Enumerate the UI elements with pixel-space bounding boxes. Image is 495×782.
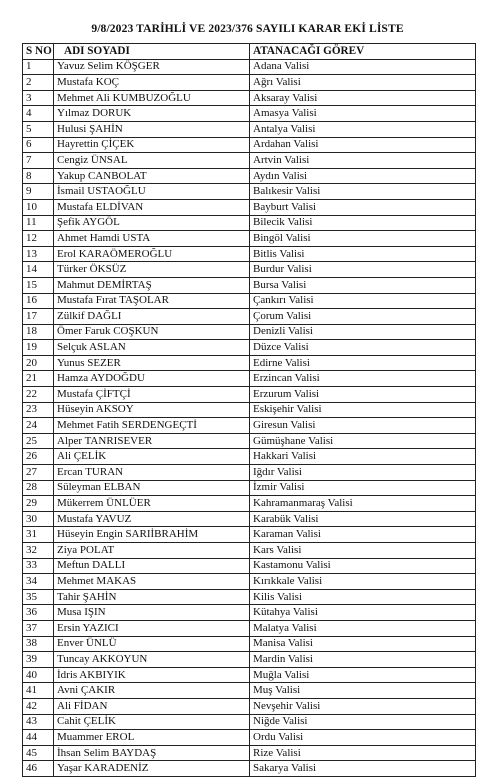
row-number: 14 <box>23 262 54 278</box>
table-row <box>23 558 476 574</box>
person-name: Hamza AYDOĞDU <box>54 371 250 387</box>
person-name: Mükerrem ÜNLÜER <box>54 496 250 512</box>
assigned-position: Kastamonu Valisi <box>250 558 476 574</box>
assigned-position: Bilecik Valisi <box>250 215 476 231</box>
person-name: Zülkif DAĞLI <box>54 309 250 325</box>
table-row <box>23 480 476 496</box>
assigned-position: Ardahan Valisi <box>250 137 476 153</box>
assigned-position: Gümüşhane Valisi <box>250 433 476 449</box>
assigned-position: Edirne Valisi <box>250 355 476 371</box>
person-name: Mustafa Fırat TAŞOLAR <box>54 293 250 309</box>
column-header-sno: S NO <box>23 44 54 60</box>
person-name: Ahmet Hamdi USTA <box>54 231 250 247</box>
row-number: 28 <box>23 480 54 496</box>
assigned-position: Hakkari Valisi <box>250 449 476 465</box>
person-name: Ercan TURAN <box>54 465 250 481</box>
person-name: Meftun DALLI <box>54 558 250 574</box>
person-name: Hayrettin ÇİÇEK <box>54 137 250 153</box>
assigned-position: Erzurum Valisi <box>250 387 476 403</box>
person-name: Ali ÇELİK <box>54 449 250 465</box>
row-number: 19 <box>23 340 54 356</box>
assigned-position: Bingöl Valisi <box>250 231 476 247</box>
table-row <box>23 698 476 714</box>
person-name: Mustafa YAVUZ <box>54 511 250 527</box>
person-name: Mustafa ÇİFTÇİ <box>54 387 250 403</box>
assigned-position: Adana Valisi <box>250 59 476 75</box>
row-number: 3 <box>23 90 54 106</box>
person-name: Mehmet Ali KUMBUZOĞLU <box>54 90 250 106</box>
row-number: 34 <box>23 574 54 590</box>
assigned-position: Mardin Valisi <box>250 652 476 668</box>
table-header-row <box>23 44 476 60</box>
person-name: Avni ÇAKIR <box>54 683 250 699</box>
person-name: Hulusi ŞAHİN <box>54 121 250 137</box>
assigned-position: Düzce Valisi <box>250 340 476 356</box>
person-name: Hüseyin AKSOY <box>54 402 250 418</box>
assigned-position: Çorum Valisi <box>250 309 476 325</box>
assigned-position: Sakarya Valisi <box>250 761 476 777</box>
row-number: 27 <box>23 465 54 481</box>
assigned-position: Amasya Valisi <box>250 106 476 122</box>
person-name: Erol KARAÖMEROĞLU <box>54 246 250 262</box>
row-number: 40 <box>23 667 54 683</box>
row-number: 8 <box>23 168 54 184</box>
assigned-position: Nevşehir Valisi <box>250 698 476 714</box>
row-number: 31 <box>23 527 54 543</box>
row-number: 44 <box>23 730 54 746</box>
assigned-position: Niğde Valisi <box>250 714 476 730</box>
person-name: Yunus SEZER <box>54 355 250 371</box>
table-row <box>23 402 476 418</box>
row-number: 46 <box>23 761 54 777</box>
person-name: Mustafa ELDİVAN <box>54 199 250 215</box>
person-name: Ali FİDAN <box>54 698 250 714</box>
row-number: 2 <box>23 75 54 91</box>
person-name: Ziya POLAT <box>54 543 250 559</box>
row-number: 6 <box>23 137 54 153</box>
assigned-position: Ağrı Valisi <box>250 75 476 91</box>
table-row <box>23 730 476 746</box>
table-row <box>23 574 476 590</box>
person-name: Cengiz ÜNSAL <box>54 153 250 169</box>
row-number: 35 <box>23 589 54 605</box>
person-name: Hüseyin Engin SARIİBRAHİM <box>54 527 250 543</box>
person-name: Tuncay AKKOYUN <box>54 652 250 668</box>
document-title: 9/8/2023 TARİHLİ VE 2023/376 SAYILI KARAR EKİ LİSTE <box>91 22 404 35</box>
assigned-position: Bursa Valisi <box>250 277 476 293</box>
person-name: Mehmet MAKAS <box>54 574 250 590</box>
row-number: 12 <box>23 231 54 247</box>
column-header-name: ADI SOYADI <box>54 44 250 60</box>
table-row <box>23 231 476 247</box>
assigned-position: Erzincan Valisi <box>250 371 476 387</box>
row-number: 43 <box>23 714 54 730</box>
table-row <box>23 683 476 699</box>
assigned-position: Bayburt Valisi <box>250 199 476 215</box>
table-row <box>23 309 476 325</box>
table-row <box>23 605 476 621</box>
row-number: 1 <box>23 59 54 75</box>
row-number: 16 <box>23 293 54 309</box>
person-name: Şefik AYGÖL <box>54 215 250 231</box>
assigned-position: Aydın Valisi <box>250 168 476 184</box>
row-number: 21 <box>23 371 54 387</box>
assigned-position: Karaman Valisi <box>250 527 476 543</box>
row-number: 5 <box>23 121 54 137</box>
assigned-position: Artvin Valisi <box>250 153 476 169</box>
assigned-position: Antalya Valisi <box>250 121 476 137</box>
person-name: Ersin YAZICI <box>54 620 250 636</box>
row-number: 15 <box>23 277 54 293</box>
person-name: Yavuz Selim KÖŞGER <box>54 59 250 75</box>
assigned-position: Balıkesir Valisi <box>250 184 476 200</box>
person-name: Süleyman ELBAN <box>54 480 250 496</box>
person-name: Enver ÜNLÜ <box>54 636 250 652</box>
row-number: 29 <box>23 496 54 512</box>
table-row <box>23 418 476 434</box>
row-number: 4 <box>23 106 54 122</box>
assigned-position: Denizli Valisi <box>250 324 476 340</box>
table-body <box>23 59 476 776</box>
table-row <box>23 527 476 543</box>
table-row <box>23 293 476 309</box>
person-name: Alper TANRISEVER <box>54 433 250 449</box>
assigned-position: Malatya Valisi <box>250 620 476 636</box>
table-row <box>23 387 476 403</box>
row-number: 37 <box>23 620 54 636</box>
row-number: 26 <box>23 449 54 465</box>
column-header-position: ATANACAĞI GÖREV <box>250 44 476 60</box>
row-number: 41 <box>23 683 54 699</box>
person-name: Cahit ÇELİK <box>54 714 250 730</box>
row-number: 10 <box>23 199 54 215</box>
table-row <box>23 340 476 356</box>
assigned-position: Kırıkkale Valisi <box>250 574 476 590</box>
person-name: Mustafa KOÇ <box>54 75 250 91</box>
person-name: Türker ÖKSÜZ <box>54 262 250 278</box>
row-number: 33 <box>23 558 54 574</box>
row-number: 18 <box>23 324 54 340</box>
assigned-position: Kütahya Valisi <box>250 605 476 621</box>
person-name: Yaşar KARADENİZ <box>54 761 250 777</box>
assigned-position: Bitlis Valisi <box>250 246 476 262</box>
row-number: 38 <box>23 636 54 652</box>
table-row <box>23 137 476 153</box>
assigned-position: Burdur Valisi <box>250 262 476 278</box>
person-name: Ömer Faruk COŞKUN <box>54 324 250 340</box>
table-row <box>23 449 476 465</box>
row-number: 39 <box>23 652 54 668</box>
table-row <box>23 262 476 278</box>
table-row <box>23 636 476 652</box>
assigned-position: Karabük Valisi <box>250 511 476 527</box>
assigned-position: Muş Valisi <box>250 683 476 699</box>
row-number: 36 <box>23 605 54 621</box>
person-name: Yakup CANBOLAT <box>54 168 250 184</box>
row-number: 45 <box>23 745 54 761</box>
row-number: 9 <box>23 184 54 200</box>
table-row <box>23 215 476 231</box>
table-row <box>23 589 476 605</box>
assigned-position: Rize Valisi <box>250 745 476 761</box>
person-name: Mahmut DEMİRTAŞ <box>54 277 250 293</box>
person-name: Muammer EROL <box>54 730 250 746</box>
row-number: 17 <box>23 309 54 325</box>
person-name: Selçuk ASLAN <box>54 340 250 356</box>
table-row <box>23 106 476 122</box>
row-number: 32 <box>23 543 54 559</box>
row-number: 20 <box>23 355 54 371</box>
row-number: 22 <box>23 387 54 403</box>
row-number: 25 <box>23 433 54 449</box>
assigned-position: Aksaray Valisi <box>250 90 476 106</box>
table-row <box>23 371 476 387</box>
table-row <box>23 324 476 340</box>
row-number: 7 <box>23 153 54 169</box>
assigned-position: Çankırı Valisi <box>250 293 476 309</box>
table-row <box>23 667 476 683</box>
table-row <box>23 277 476 293</box>
table-row <box>23 184 476 200</box>
table-row <box>23 745 476 761</box>
table-row <box>23 511 476 527</box>
person-name: İsmail USTAOĞLU <box>54 184 250 200</box>
person-name: Musa IŞIN <box>54 605 250 621</box>
assigned-position: Kilis Valisi <box>250 589 476 605</box>
table-row <box>23 652 476 668</box>
row-number: 30 <box>23 511 54 527</box>
assigned-position: Ordu Valisi <box>250 730 476 746</box>
row-number: 13 <box>23 246 54 262</box>
person-name: İhsan Selim BAYDAŞ <box>54 745 250 761</box>
assigned-position: Muğla Valisi <box>250 667 476 683</box>
person-name: İdris AKBIYIK <box>54 667 250 683</box>
row-number: 24 <box>23 418 54 434</box>
appointment-table <box>22 43 476 777</box>
assigned-position: Eskişehir Valisi <box>250 402 476 418</box>
table-row <box>23 620 476 636</box>
assigned-position: İzmir Valisi <box>250 480 476 496</box>
row-number: 11 <box>23 215 54 231</box>
table-row <box>23 90 476 106</box>
table-row <box>23 355 476 371</box>
table-row <box>23 246 476 262</box>
table-row <box>23 75 476 91</box>
table-row <box>23 168 476 184</box>
person-name: Tahir ŞAHİN <box>54 589 250 605</box>
assigned-position: Iğdır Valisi <box>250 465 476 481</box>
table-row <box>23 465 476 481</box>
row-number: 23 <box>23 402 54 418</box>
assigned-position: Giresun Valisi <box>250 418 476 434</box>
assigned-position: Kars Valisi <box>250 543 476 559</box>
table-row <box>23 153 476 169</box>
table-row <box>23 59 476 75</box>
assigned-position: Manisa Valisi <box>250 636 476 652</box>
row-number: 42 <box>23 698 54 714</box>
table-row <box>23 761 476 777</box>
person-name: Yılmaz DORUK <box>54 106 250 122</box>
assigned-position: Kahramanmaraş Valisi <box>250 496 476 512</box>
person-name: Mehmet Fatih SERDENGEÇTİ <box>54 418 250 434</box>
table-row <box>23 199 476 215</box>
table-row <box>23 543 476 559</box>
table-row <box>23 121 476 137</box>
table-row <box>23 714 476 730</box>
table-row <box>23 496 476 512</box>
table-row <box>23 433 476 449</box>
